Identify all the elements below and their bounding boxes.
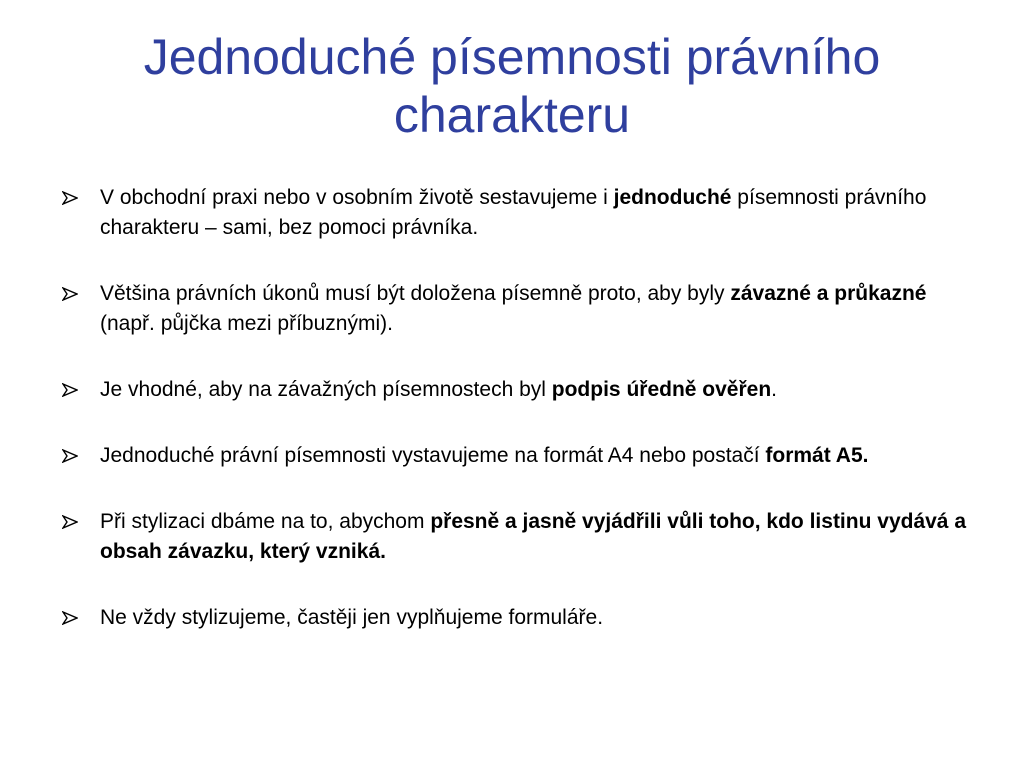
arrowhead-icon bbox=[62, 191, 78, 205]
bullet-text bbox=[100, 186, 926, 239]
bullet-text-bold: závazné a průkazné bbox=[730, 282, 927, 305]
bullet-list bbox=[62, 183, 982, 669]
bullet-text-segment: Ne vždy stylizujeme, častěji jen vyplňujeme formuláře. bbox=[100, 606, 604, 629]
bullet-text bbox=[100, 378, 777, 401]
bullet-text-segment: . bbox=[771, 378, 777, 401]
bullet-text-segment: písemnosti právního charakteru – sami, bez pomoci právníka. bbox=[100, 186, 927, 239]
bullet-text-segment: (např. půjčka mezi příbuznými). bbox=[100, 312, 393, 335]
bullet-text-segment: Většina právních úkonů musí být doložena písemně proto, aby byly bbox=[100, 282, 731, 305]
bullet-text bbox=[100, 606, 603, 629]
bullet-item bbox=[62, 279, 982, 339]
bullet-text bbox=[100, 510, 966, 563]
bullet-item bbox=[62, 441, 982, 471]
bullet-text-segment: Je vhodné, aby na závažných písemnostech byl bbox=[100, 378, 552, 401]
bullet-item bbox=[62, 375, 982, 405]
bullet-text-segment: Při stylizaci dbáme na to, abychom bbox=[100, 510, 431, 533]
bullet-text-segment: Jednoduché právní písemnosti vystavujeme na formát A4 nebo postačí bbox=[100, 444, 766, 467]
bullet-text-segment: V obchodní praxi nebo v osobním životě sestavujeme i bbox=[100, 186, 614, 209]
bullet-text-bold: přesně a jasně vyjádřili vůli toho, kdo listinu vydává a obsah závazku, který vzniká. bbox=[100, 510, 966, 563]
slide-title: Jednoduché písemnosti právního charakteru bbox=[143, 29, 881, 143]
bullet-item bbox=[62, 507, 982, 567]
bullet-text-bold: formát A5. bbox=[765, 444, 869, 467]
bullet-text-bold: podpis úředně ověřen bbox=[551, 378, 772, 401]
bullet-text bbox=[100, 282, 926, 335]
arrowhead-icon bbox=[62, 383, 78, 397]
bullet-text-bold: jednoduché bbox=[613, 186, 732, 209]
bullet-item bbox=[62, 183, 982, 243]
arrowhead-icon bbox=[62, 287, 78, 301]
arrowhead-icon bbox=[62, 611, 78, 625]
bullet-item bbox=[62, 603, 982, 633]
bullet-text bbox=[100, 444, 868, 467]
arrowhead-icon bbox=[62, 449, 78, 463]
arrowhead-icon bbox=[62, 515, 78, 529]
